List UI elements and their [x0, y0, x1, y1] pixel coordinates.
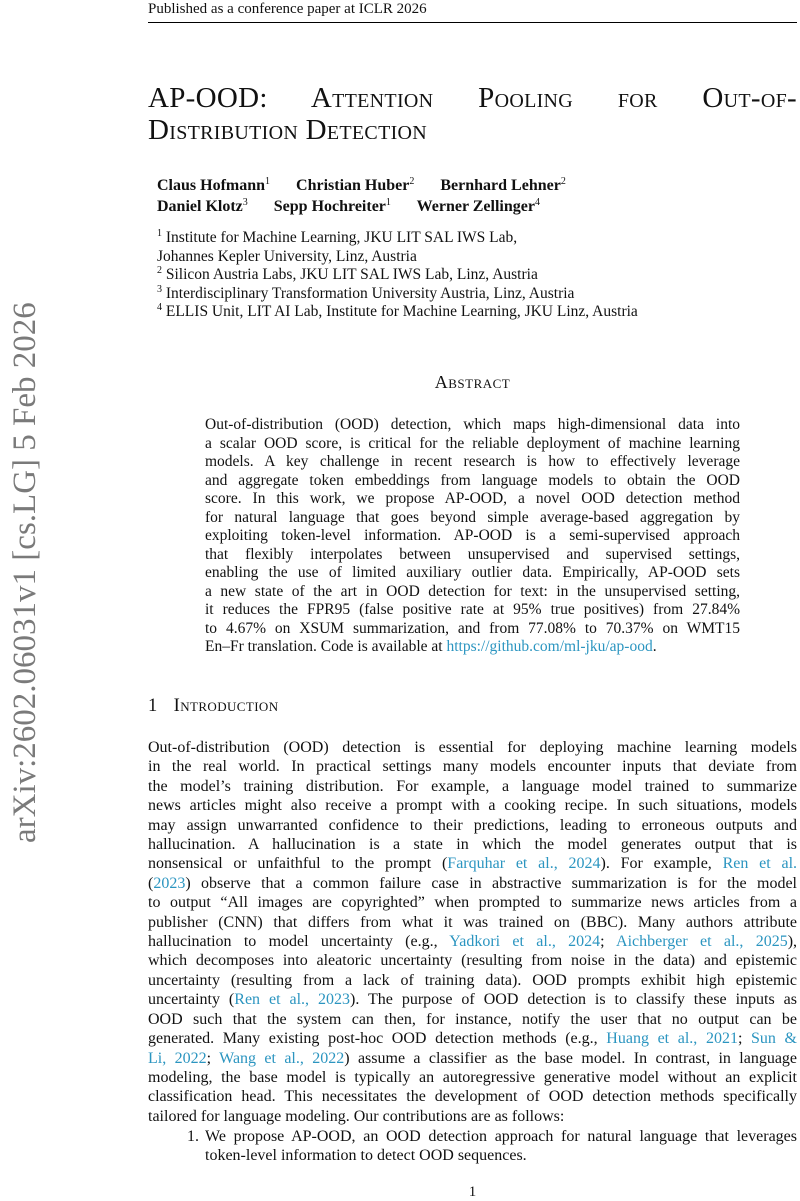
contribution-item	[205, 1127, 797, 1166]
text-line	[148, 777, 797, 796]
author	[157, 177, 270, 194]
text-segment: Out-of-distribution (OOD) detection, which maps high-dimensional data into	[205, 416, 740, 433]
text-segment: ) observe that a common failure case in abstractive summarization is for the model	[185, 874, 797, 892]
affiliation-text: Johannes Kepler University, Linz, Austria	[157, 247, 417, 265]
author-list	[157, 175, 588, 217]
section-heading	[148, 696, 279, 717]
text-segment: ). The purpose of OOD detection is to classify these inputs as	[350, 991, 798, 1009]
affiliation-mark: 1	[265, 176, 271, 187]
text-segment: uncertainty (	[148, 991, 235, 1009]
citation-link[interactable]: https://github.com/ml-jku/ap-ood	[446, 638, 653, 655]
text-line	[148, 990, 797, 1009]
text-segment: which decomposes into aleatoric uncertainty (resulting from noise in the data) and epistemic	[148, 952, 797, 970]
affiliation-text: Institute for Machine Learning, JKU LIT SAL IWS Lab,	[165, 229, 518, 246]
text-segment: models. A key challenge in recent research is how to effectively leverage	[205, 453, 740, 470]
text-line	[205, 620, 740, 639]
author-name: Christian Huber	[296, 177, 410, 194]
citation-link[interactable]: Aichberger et al., 2025	[616, 933, 788, 951]
text-line	[205, 527, 740, 546]
author	[440, 177, 565, 194]
text-line	[205, 472, 740, 491]
text-segment: ;	[206, 1049, 220, 1067]
text-line	[148, 971, 797, 990]
text-segment: and aggregate token embeddings from language models to obtain the OOD	[205, 471, 740, 489]
affiliation	[157, 285, 638, 304]
text-line	[205, 601, 740, 620]
text-line	[148, 1107, 797, 1126]
text-segment: tailored for language modeling. Our contributions are as follows:	[148, 1107, 565, 1125]
title-line: AP-OOD: Attention Pooling for Out-of-	[148, 82, 797, 114]
text-segment: the model’s training distribution. For example, a language model trained to summarize	[148, 777, 797, 795]
text-line	[205, 490, 740, 509]
text-line	[148, 1068, 797, 1087]
affiliation-mark: 4	[534, 197, 540, 208]
author-name: Daniel Klotz	[157, 198, 243, 215]
text-segment: .	[652, 638, 657, 655]
author	[274, 198, 391, 215]
author	[417, 198, 540, 215]
text-segment: to 4.67% on XSUM summarization, and from 77.08% to 70.37% on WMT15	[205, 619, 740, 637]
page-number: 1	[468, 1184, 477, 1200]
citation-link[interactable]: Sun &	[751, 1030, 798, 1048]
abstract-body	[205, 416, 740, 657]
intro-paragraph	[148, 738, 797, 1126]
text-segment: ),	[787, 933, 798, 951]
running-head: Published as a conference paper at ICLR 2026	[148, 1, 427, 17]
text-segment: classification head. This necessitates the development of OOD detection methods specifically	[148, 1088, 797, 1106]
text-segment: ;	[600, 933, 617, 951]
affiliation-number: 4	[157, 302, 162, 314]
affiliation-text: Interdisciplinary Transformation University Austria, Linz, Austria	[165, 284, 575, 302]
text-line	[148, 874, 797, 893]
citation-link[interactable]: Li, 2022	[148, 1049, 207, 1067]
text-segment: a scalar OOD score, is critical for the reliable deployment of machine learning	[205, 434, 740, 452]
text-segment: publisher (CNN) that differs from what it was trained on (BBC). Many authors attribute	[148, 913, 797, 931]
paper-title	[148, 82, 797, 146]
citation-link[interactable]: Huang et al., 2021	[606, 1030, 738, 1048]
text-line	[205, 435, 740, 454]
text-segment: ) assume a classifier as the base model. In contrast, in language	[344, 1049, 798, 1067]
text-segment: exploiting token-level information. AP-OOD is a semi-supervised approach	[205, 527, 740, 544]
text-segment: in the real world. In practical settings many models encounter inputs that deviate from	[148, 758, 797, 776]
affiliation-mark: 2	[560, 176, 566, 187]
citation-link[interactable]: Ren et al., 2023	[234, 991, 350, 1009]
text-line	[148, 893, 797, 912]
citation-link[interactable]: Farquhar et al., 2024	[447, 855, 601, 873]
section-title: Introduction	[173, 696, 279, 716]
text-segment: to output “All images are copyrighted” when prompted to summarize news articles from a	[148, 894, 797, 912]
text-segment: enabling the use of limited auxiliary outlier data. Empirically, AP-OOD sets	[205, 564, 740, 581]
arxiv-stamp: arXiv:2602.06031v1 [cs.LG] 5 Feb 2026	[7, 302, 43, 843]
author	[157, 198, 248, 215]
citation-link[interactable]: 2023	[153, 874, 186, 892]
text-line	[148, 913, 797, 932]
affiliation	[157, 303, 638, 322]
text-line	[205, 564, 740, 583]
text-line	[148, 738, 797, 757]
text-line	[205, 509, 740, 528]
text-line	[148, 816, 797, 835]
text-line: token-level information to detect OOD sequences.	[205, 1147, 527, 1165]
affiliation	[157, 229, 638, 248]
text-line	[205, 416, 740, 435]
affiliations	[157, 229, 638, 322]
author	[296, 177, 414, 194]
text-line	[205, 583, 740, 602]
text-segment: ). For example,	[600, 855, 723, 873]
text-segment: a new state of the art in OOD detection for text: in the unsupervised setting,	[205, 582, 740, 600]
text-line	[148, 1010, 797, 1029]
author-name: Sepp Hochreiter	[273, 198, 386, 215]
header-rule	[148, 22, 797, 23]
affiliation-number: 1	[157, 228, 162, 239]
text-line	[148, 951, 797, 970]
text-segment: for natural language that goes beyond simple average-based aggregation by	[205, 508, 740, 526]
text-segment: that flexibly interpolates between unsupervised and supervised settings,	[205, 545, 740, 563]
text-segment: Out-of-distribution (OOD) detection is essential for deploying machine learning models	[148, 739, 797, 756]
text-line	[205, 453, 740, 472]
text-segment: hallucination. A hallucination is a state in which the model generates output that is	[148, 836, 797, 854]
text-line: We propose AP-OOD, an OOD detection approach for natural language that leverages	[205, 1128, 797, 1145]
text-segment: generated. Many existing post-hoc OOD detection methods (e.g.,	[148, 1030, 607, 1048]
citation-link[interactable]: Wang et al., 2022	[219, 1049, 345, 1067]
text-segment: news articles might also receive a prompt with a cooking recipe. In such situations, models	[148, 797, 797, 815]
affiliation-mark: 3	[242, 197, 248, 208]
author-name: Bernhard Lehner	[440, 177, 561, 194]
text-segment: (	[148, 874, 154, 892]
author-name: Claus Hofmann	[157, 177, 266, 194]
text-line	[148, 1087, 797, 1106]
text-line	[148, 757, 797, 776]
text-segment: nonsensical or unfaithful to the prompt (	[148, 855, 448, 873]
text-line	[148, 1029, 797, 1048]
abstract-heading: Abstract	[434, 372, 511, 392]
text-line	[148, 932, 797, 951]
citation-link[interactable]: Ren et al.	[722, 855, 798, 873]
citation-link[interactable]: Yadkori et al., 2024	[449, 933, 601, 951]
affiliation-number: 2	[157, 265, 162, 277]
text-segment: it reduces the FPR95 (false positive rate at 95% true positives) from 27.84%	[205, 601, 740, 618]
affiliation	[157, 248, 638, 267]
list-number: 1.	[187, 1128, 199, 1145]
text-segment: hallucination to model uncertainty (e.g.,	[148, 933, 450, 951]
affiliation-mark: 2	[409, 176, 415, 187]
text-line	[205, 638, 740, 657]
text-line	[148, 854, 797, 873]
affiliation-text: Silicon Austria Labs, JKU LIT SAL IWS Lab, Linz, Austria	[165, 266, 538, 284]
affiliation-mark: 1	[385, 197, 391, 208]
text-segment: OOD such that the system can then, for instance, notify the user that no output can be	[148, 1010, 797, 1028]
author-name: Werner Zellinger	[416, 198, 535, 215]
text-segment: may assign unwarranted confidence to their predictions, leading to erroneous outputs and	[148, 816, 797, 834]
text-line	[148, 796, 797, 815]
text-line	[148, 835, 797, 854]
text-segment: En–Fr translation. Code is available at	[205, 638, 447, 655]
text-line	[205, 546, 740, 565]
affiliation-text: ELLIS Unit, LIT AI Lab, Institute for Machine Learning, JKU Linz, Austria	[165, 303, 638, 321]
section-number: 1	[148, 696, 158, 716]
affiliation	[157, 266, 638, 285]
text-segment: score. In this work, we propose AP-OOD, a novel OOD detection method	[205, 490, 740, 507]
text-line	[148, 1049, 797, 1068]
title-line: Distribution Detection	[148, 114, 428, 146]
text-segment: modeling, the base model is typically an autoregressive generative model without an explicit	[148, 1068, 797, 1086]
text-segment: ;	[737, 1030, 752, 1048]
affiliation-number: 3	[157, 283, 162, 295]
text-segment: uncertainty (resulting from a lack of training data). OOD prompts exhibit high epistemic	[148, 971, 797, 989]
